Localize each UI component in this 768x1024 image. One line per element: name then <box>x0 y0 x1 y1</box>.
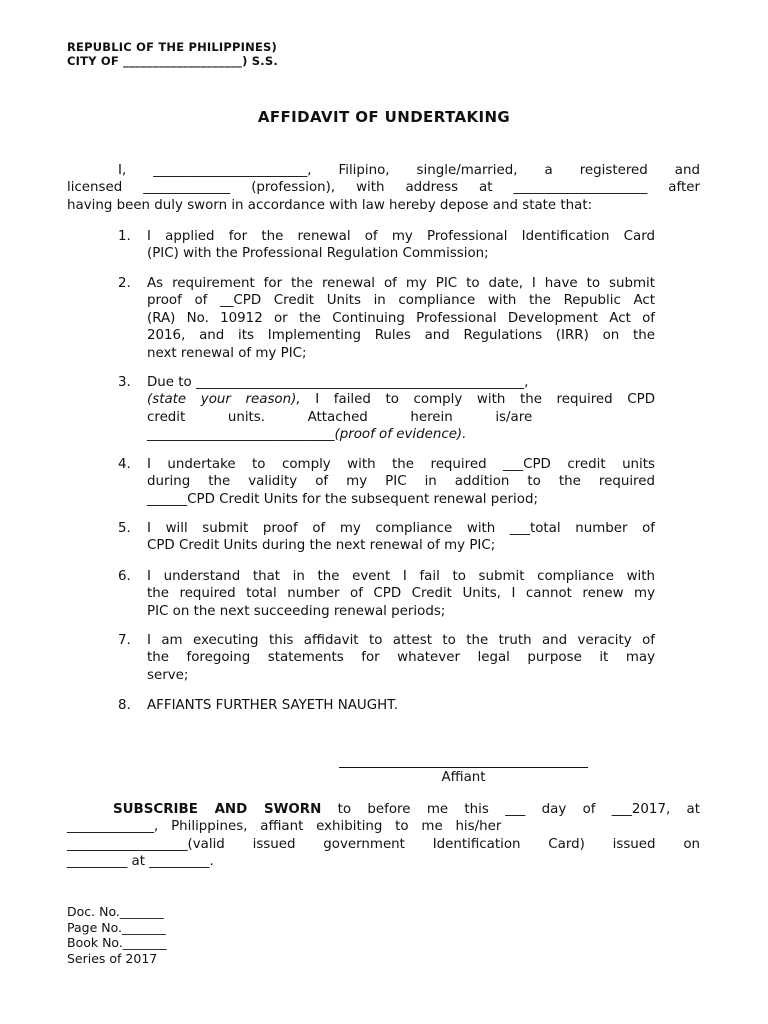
evidence-blank: ____________________________ <box>147 427 335 443</box>
item-line: (RA) No. 10912 or the Continuing Professional Development Act of <box>147 310 655 326</box>
item-line: As requirement for the renewal of my PIC to date, I have to submit <box>147 276 655 291</box>
header-republic: REPUBLIC OF THE PHILIPPINES) <box>67 40 277 54</box>
item-text <box>147 374 655 444</box>
item-line: the required total number of CPD Credit Units, I cannot renew my <box>147 586 655 602</box>
item-text <box>147 632 655 684</box>
affiant-label: Affiant <box>441 770 486 785</box>
item-line: I applied for the renewal of my Professional Identification Card <box>147 229 655 244</box>
item-number: 6. <box>118 569 131 584</box>
jurat-line-3: __________________(valid issued government Identification Card) issued on <box>67 836 700 852</box>
document-title: AFFIDAVIT OF UNDERTAKING <box>257 108 511 126</box>
item-line: the foregoing statements for whatever legal purpose it may <box>147 650 655 666</box>
jurat-line-4: _________ at _________. <box>67 854 214 870</box>
intro-line-3: having been duly sworn in accordance with law hereby depose and state that: <box>67 197 593 213</box>
item-text <box>147 697 655 714</box>
item-line: I understand that in the event I fail to submit compliance with <box>147 569 655 584</box>
item-text <box>147 456 655 508</box>
jurat-paragraph <box>67 801 700 871</box>
item-line: proof of __CPD Credit Units in compliance with the Republic Act <box>147 293 655 309</box>
item-number: 7. <box>118 633 131 648</box>
item-line: credit units. Attached herein is/are <box>147 409 533 425</box>
item-number: 3. <box>118 375 131 390</box>
item-line: PIC on the next succeeding renewal periods; <box>147 603 446 619</box>
header-city: CITY OF ____________________) S.S. <box>67 54 278 68</box>
item-line: ______CPD Credit Units for the subsequent renewal period; <box>147 491 538 507</box>
item-line: Due to _________________________________________________, <box>147 375 529 390</box>
item-line-rest: I failed to comply with the required CPD <box>300 392 656 408</box>
intro-line-1: I, _______________________, Filipino, single/married, a registered and <box>118 163 700 178</box>
item-line <box>147 391 655 408</box>
jurat-line-rest: to before me this ___ day of ___2017, at <box>321 802 701 817</box>
item-line: 2016, and its Implementing Rules and Regulations (IRR) on the <box>147 328 655 344</box>
book-number: Book No._______ <box>67 935 167 951</box>
item-line: CPD Credit Units during the next renewal of my PIC; <box>147 538 496 554</box>
item-number: 1. <box>118 229 131 244</box>
item-number: 4. <box>118 457 131 472</box>
jurat-line-2: _____________, Philippines, affiant exhibiting to me his/her <box>67 819 502 835</box>
intro-line-2: licensed _____________ (profession), with address at ____________________ after <box>67 180 700 196</box>
item-number: 5. <box>118 521 131 536</box>
item-line: I am executing this affidavit to attest to the truth and veracity of <box>147 633 655 648</box>
state-reason-hint: (state your reason), <box>147 392 301 408</box>
doc-number: Doc. No._______ <box>67 904 164 919</box>
item-text <box>147 520 655 555</box>
page-number: Page No._______ <box>67 919 166 935</box>
series-year: Series of 2017 <box>67 950 158 966</box>
item-line: I undertake to comply with the required ___CPD credit units <box>147 457 655 472</box>
item-text <box>147 228 655 263</box>
item-number: 2. <box>118 276 131 291</box>
proof-evidence-hint: (proof of evidence). <box>334 427 467 443</box>
subscribe-sworn-heading: SUBSCRIBE AND SWORN <box>113 802 322 817</box>
item-line: next renewal of my PIC; <box>147 345 307 361</box>
jurat-line-1 <box>67 801 700 818</box>
item-text <box>147 568 655 620</box>
signature-line <box>339 767 588 768</box>
item-line: (PIC) with the Professional Regulation Commission; <box>147 246 489 262</box>
notary-entries <box>67 904 167 966</box>
item-text <box>147 275 655 362</box>
item-line <box>147 426 655 443</box>
item-line: AFFIANTS FURTHER SAYETH NAUGHT. <box>147 698 399 713</box>
item-line: I will submit proof of my compliance with ___total number of <box>147 521 655 536</box>
intro-paragraph <box>67 162 700 214</box>
item-number: 8. <box>118 698 131 713</box>
item-line: serve; <box>147 667 189 683</box>
item-line: during the validity of my PIC in addition to the required <box>147 474 655 490</box>
